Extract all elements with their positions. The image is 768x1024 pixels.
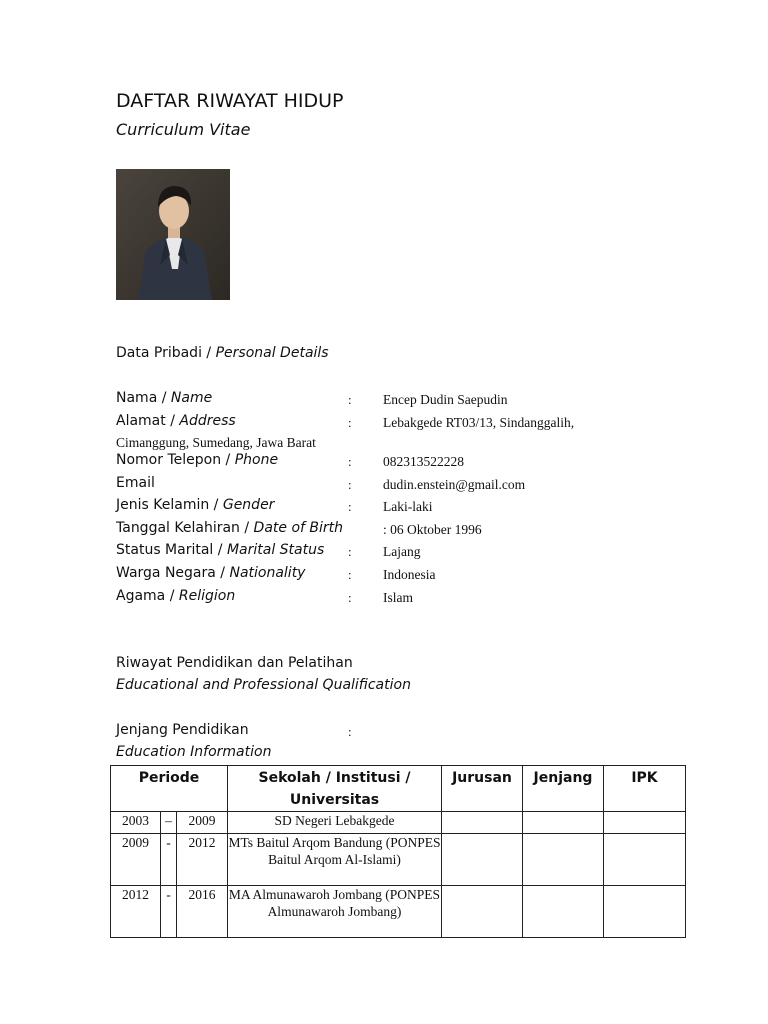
value-religion: Islam: [383, 590, 413, 605]
cell-school: SD Negeri Lebakgede: [228, 812, 442, 834]
header-jenjang: Jenjang: [523, 766, 604, 812]
value-email: dudin.enstein@gmail.com: [383, 477, 526, 492]
header-school: Sekolah / Institusi / Universitas: [228, 766, 442, 812]
cell-school: MA Almunawaroh Jombang (PONPES Almunawaroh Jombang): [228, 886, 442, 938]
cell-jenjang: [523, 834, 604, 886]
colon: :: [348, 415, 352, 430]
cell-start: 2012: [111, 886, 161, 938]
label-gender: Jenis Kelamin / Gender: [116, 497, 275, 513]
label-email: Email: [116, 475, 155, 491]
cell-jurusan: [442, 834, 523, 886]
cell-jenjang: [523, 886, 604, 938]
colon: :: [348, 724, 352, 739]
table-row: [111, 812, 686, 834]
cell-end: 2016: [177, 886, 228, 938]
education-level-label-en: Education Information: [116, 744, 272, 760]
cell-jurusan: [442, 886, 523, 938]
table-header-row: [111, 766, 686, 812]
education-heading-en: Educational and Professional Qualification: [116, 677, 411, 693]
cell-start: 2003: [111, 812, 161, 834]
header-periode: Periode: [111, 766, 228, 812]
value-phone: 082313522228: [383, 454, 464, 469]
label-name: Nama / Name: [116, 390, 213, 406]
cell-ipk: [604, 812, 686, 834]
colon: :: [348, 567, 352, 582]
label-nationality: Warga Negara / Nationality: [116, 565, 306, 581]
cell-end: 2012: [177, 834, 228, 886]
label-marital-status: Status Marital / Marital Status: [116, 542, 325, 558]
page-subtitle: Curriculum Vitae: [116, 120, 251, 139]
personal-details-heading: [116, 345, 329, 361]
heading-separator: /: [201, 345, 216, 361]
cell-end: 2009: [177, 812, 228, 834]
education-heading: Riwayat Pendidikan dan Pelatihan: [116, 655, 353, 671]
cell-ipk: [604, 834, 686, 886]
colon: :: [348, 477, 352, 492]
header-jurusan: Jurusan: [442, 766, 523, 812]
cell-start: 2009: [111, 834, 161, 886]
cell-ipk: [604, 886, 686, 938]
cell-jenjang: [523, 812, 604, 834]
table-row: [111, 834, 686, 886]
label-phone: Nomor Telepon / Phone: [116, 452, 279, 468]
colon: :: [348, 544, 352, 559]
heading-en: Personal Details: [215, 345, 329, 361]
page-title: DAFTAR RIWAYAT HIDUP: [116, 90, 344, 112]
table-row: [111, 886, 686, 938]
value-nationality: Indonesia: [383, 567, 436, 582]
education-table: [110, 765, 686, 938]
cell-jurusan: [442, 812, 523, 834]
heading-id: Data Pribadi: [116, 345, 202, 361]
colon: :: [348, 499, 352, 514]
colon: :: [348, 392, 352, 407]
value-name: Encep Dudin Saepudin: [383, 392, 508, 407]
label-date-of-birth: Tanggal Kelahiran / Date of Birth: [116, 520, 344, 536]
cell-dash: –: [161, 812, 177, 834]
portrait-image: [116, 169, 230, 300]
colon: :: [348, 590, 352, 605]
value-address: Lebakgede RT03/13, Sindanggalih,: [383, 415, 575, 430]
label-religion: Agama / Religion: [116, 588, 236, 604]
cell-school: MTs Baitul Arqom Bandung (PONPES Baitul Arqom Al-Islami): [228, 834, 442, 886]
value-marital-status: Lajang: [383, 544, 421, 559]
cell-dash: -: [161, 834, 177, 886]
profile-photo: [116, 169, 230, 300]
value-gender: Laki-laki: [383, 499, 433, 514]
education-level-label: Jenjang Pendidikan: [116, 722, 249, 738]
label-address: Alamat / Address: [116, 413, 236, 429]
header-ipk: IPK: [604, 766, 686, 812]
cell-dash: -: [161, 886, 177, 938]
value-address-continued: Cimanggung, Sumedang, Jawa Barat: [116, 435, 316, 450]
value-date-of-birth: : 06 Oktober 1996: [383, 522, 482, 537]
colon: :: [348, 454, 352, 469]
